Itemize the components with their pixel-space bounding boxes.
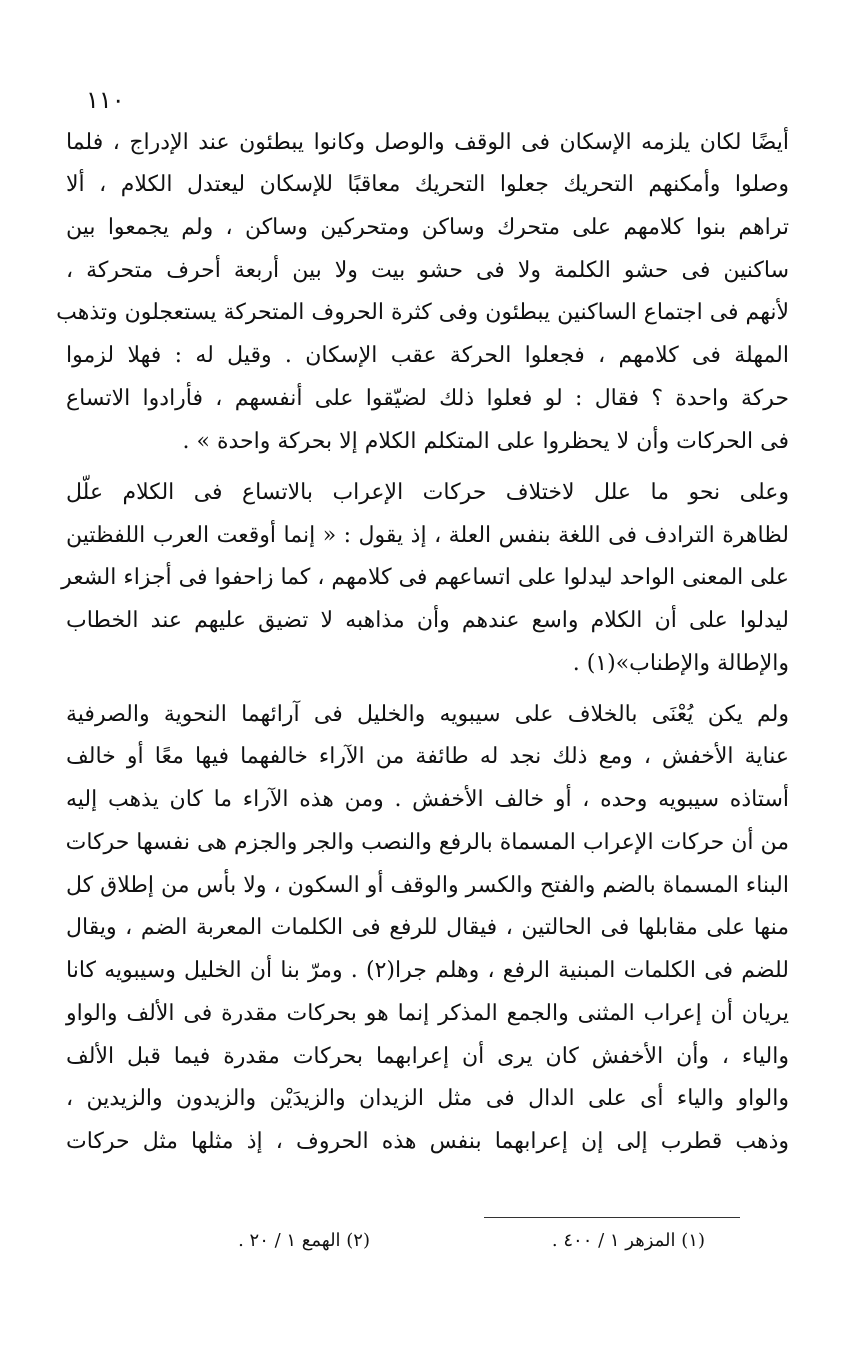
text-line: منها على مقابلها فى الحالتين ، فيقال للرفع فى الكلمات المعربة الضم ، ويقال <box>66 915 789 940</box>
text-line: لأنهم فى اجتماع الساكنين يبطئون وفى كثرة الحروف المتحركة يستعجلون وتذهب <box>56 300 789 325</box>
text-line: فى الحركات وأن لا يحظروا على المتكلم الكلام إلا بحركة واحدة » . <box>182 429 789 454</box>
footnote-divider <box>484 1217 740 1218</box>
text-line: البناء المسماة بالضم والفتح والكسر والوقف أو السكون ، ولا بأس من إطلاق كل <box>66 873 789 898</box>
text-line: والياء ، وأن الأخفش كان يرى أن إعرابهما بحركات مقدرة فيما قبل الألف <box>66 1044 789 1069</box>
text-line: وذهب قطرب إلى إن إعرابهما بنفس هذه الحروف ، إذ مثلها مثل حركات <box>66 1129 789 1154</box>
text-line: حركة واحدة ؟ فقال : لو فعلوا ذلك لضيّقوا على أنفسهم ، فأرادوا الاتساع <box>66 386 789 411</box>
text-line: والواو والياء أى على الدال فى مثل الزيدان والزيدَيْن والزيدون والزيدين ، <box>66 1086 789 1111</box>
text-line: للضم فى الكلمات المبنية الرفع ، وهلم جرا(٢) . ومرّ بنا أن الخليل وسيبويه كانا <box>66 958 789 983</box>
text-line: لظاهرة الترادف فى اللغة بنفس العلة ، إذ يقول : « إنما أوقعت العرب اللفظتين <box>66 523 789 548</box>
text-line: والإطالة والإطناب»(١) . <box>572 651 789 676</box>
text-line: ساكنين فى حشو الكلمة ولا فى حشو بيت ولا بين أربعة أحرف متحركة ، <box>66 258 789 283</box>
footnote-2: (٢) الهمع ١ / ٢٠ . <box>238 1230 370 1251</box>
footnote-1: (١) المزهر ١ / ٤٠٠ . <box>551 1230 705 1251</box>
text-line: عناية الأخفش ، ومع ذلك نجد له طائفة من الآراء خالفهما فيها معًا أو خالف <box>66 744 789 769</box>
page-number: ١١٠ <box>86 86 125 114</box>
text-line: أيضًا لكان يلزمه الإسكان فى الوقف والوصل وكانوا يبطئون عند الإدراج ، فلما <box>66 130 789 155</box>
text-line: تراهم بنوا كلامهم على متحرك وساكن ومتحركين وساكن ، ولم يجمعوا بين <box>66 215 789 240</box>
text-line: أستاذه سيبويه وحده ، أو خالف الأخفش . ومن هذه الآراء ما كان يذهب إليه <box>66 787 789 812</box>
text-line: ولم يكن يُعْنَى بالخلاف على سيبويه والخليل فى آرائهما النحوية والصرفية <box>66 702 789 727</box>
text-line: وصلوا وأمكنهم التحريك جعلوا التحريك معاقبًا للإسكان ليعتدل الكلام ، ألا <box>66 172 789 197</box>
text-line: من أن حركات الإعراب المسماة بالرفع والنصب والجر والجزم هى نفسها حركات <box>65 830 789 855</box>
text-line: ليدلوا على أن الكلام واسع عندهم وأن مذاهبه لا تضيق عليهم عند الخطاب <box>66 608 789 633</box>
text-line: المهلة فى كلامهم ، فجعلوا الحركة عقب الإسكان . وقيل له : فهلا لزموا <box>66 343 789 368</box>
text-line: على المعنى الواحد ليدلوا على اتساعهم فى كلامهم ، كما زاحفوا فى أجزاء الشعر <box>61 565 789 590</box>
text-line: وعلى نحو ما علل لاختلاف حركات الإعراب بالاتساع فى الكلام علّل <box>66 480 789 505</box>
text-line: يريان أن إعراب المثنى والجمع المذكر إنما هو بحركات مقدرة فى الألف والواو <box>66 1001 789 1026</box>
